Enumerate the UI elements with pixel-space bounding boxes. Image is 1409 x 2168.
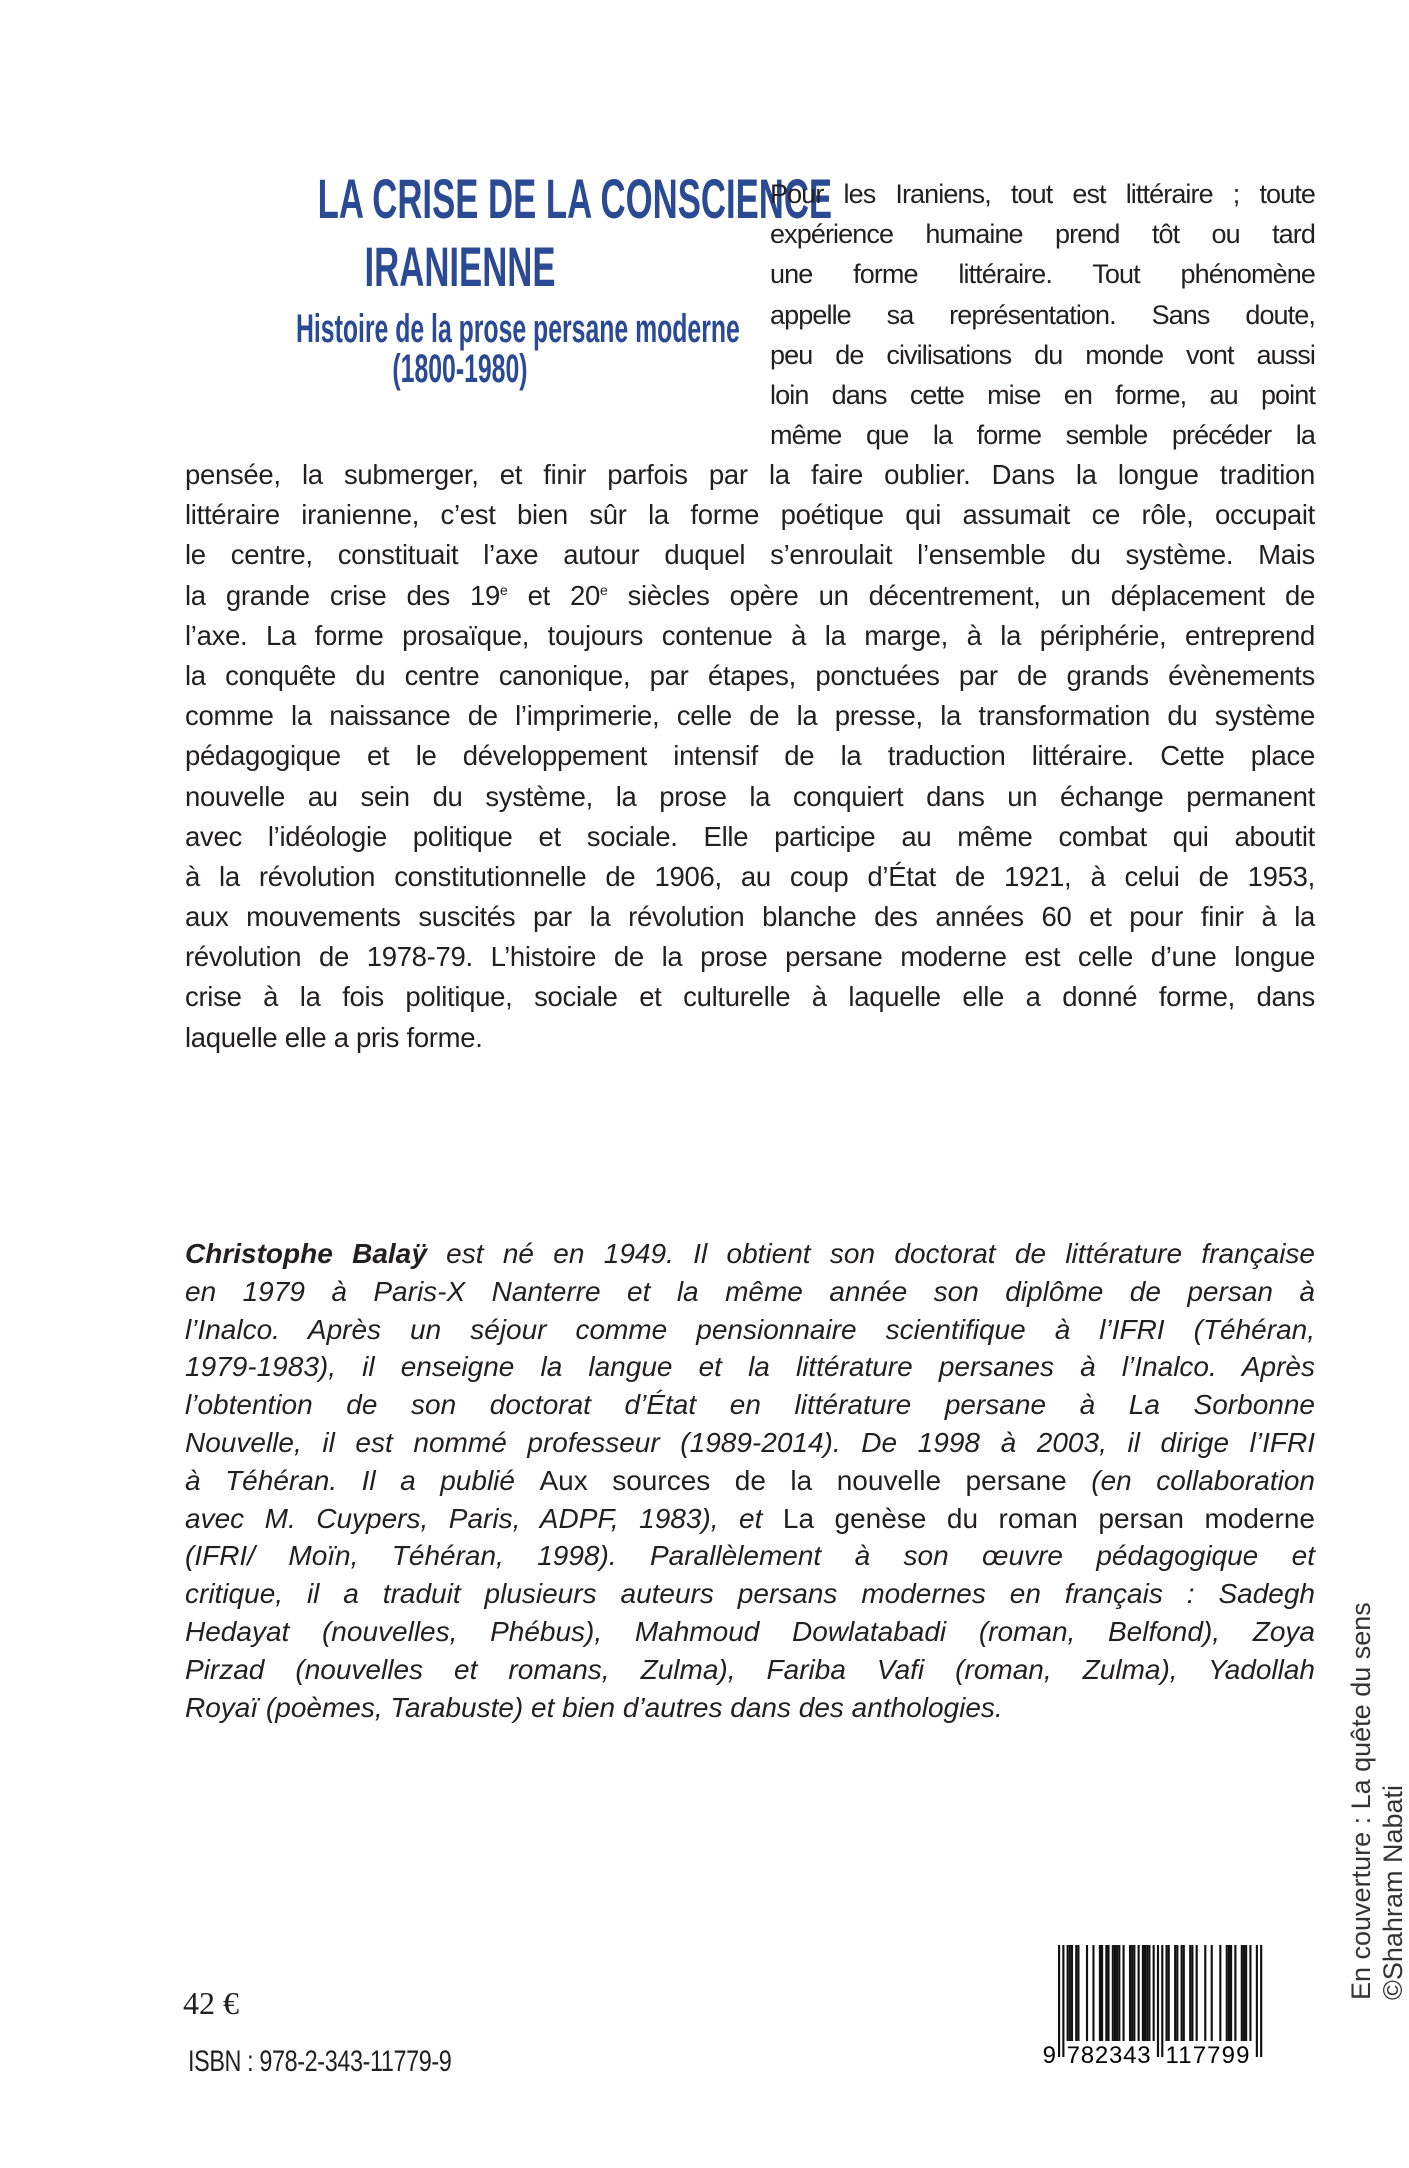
barcode-bar — [1112, 1945, 1114, 2041]
text-line: une forme littéraire. Tout phénomène — [770, 259, 1315, 290]
book-subtitle-line1: Histoire de la prose persane moderne — [296, 307, 740, 351]
barcode-bar — [1142, 1945, 1144, 2041]
barcode-digits: 782343 — [1066, 2042, 1151, 2069]
barcode-bar — [1228, 1945, 1230, 2041]
text-line: avec l’idéologie politique et sociale. Elle participe au même combat qui aboutit — [185, 820, 1315, 852]
text-line: l’axe. La forme prosaïque, toujours contenue à la marge, à la périphérie, entreprend — [185, 619, 1315, 651]
text-line: appelle sa représentation. Sans doute, — [770, 299, 1315, 330]
barcode-bar — [1062, 1945, 1064, 2057]
text-line: l’obtention de son doctorat d’État en littérature persane à La Sorbonne — [185, 1389, 1315, 1421]
barcode-bar — [1075, 1945, 1077, 2041]
barcode-bar — [1086, 1945, 1088, 2041]
text-line: peu de civilisations du monde vont aussi — [770, 339, 1315, 370]
barcode-bar — [1131, 1945, 1133, 2041]
cover-credit-line2: ©Shahram Nabati — [1378, 1785, 1408, 2000]
book-title-block — [160, 165, 833, 391]
barcode-bar — [1189, 1945, 1191, 2041]
barcode-bar — [1133, 1945, 1135, 2041]
barcode-bar — [1161, 1945, 1163, 2057]
barcode-bar — [1234, 1945, 1236, 2041]
barcode-bar — [1174, 1945, 1176, 2041]
text-line: Pour les Iraniens, tout est littéraire ; toute — [770, 179, 1315, 209]
cover-credit — [1345, 1602, 1409, 2000]
book-title-line1: LA CRISE DE LA CONSCIENCE — [317, 167, 833, 230]
text-line: la conquête du centre canonique, par étapes, ponctuées par de grands évènements — [185, 659, 1315, 691]
text-line: littéraire iranienne, c’est bien sûr la forme poétique qui assumait ce rôle, occupait — [185, 499, 1315, 531]
barcode-bar — [1099, 1945, 1101, 2041]
text-line: comme la naissance de l’imprimerie, celle de la presse, la transformation du système — [185, 700, 1315, 732]
text-line: aux mouvements suscités par la révolution blanche des années 60 et pour finir à la — [185, 901, 1315, 933]
barcode-bar — [1144, 1945, 1146, 2041]
barcode-bar — [1230, 1945, 1232, 2041]
text-segment: e — [600, 581, 608, 598]
text-segment: à Téhéran. Il a publié — [185, 1464, 540, 1496]
barcode-bar — [1107, 1945, 1109, 2041]
text-segment: siècles opère un décentrement, un déplacement de — [607, 579, 1315, 611]
text-line: à la révolution constitutionnelle de 1906, au coup d’État de 1921, à celui de 1953, — [185, 860, 1315, 892]
author-name: Christophe Balaÿ — [185, 1238, 427, 1269]
barcode-bar — [1176, 1945, 1178, 2041]
book-subtitle-line2: (1800-1980) — [392, 347, 528, 391]
text-line: expérience humaine prend tôt ou tard — [770, 219, 1315, 250]
text-line: pédagogique et le développement intensif de la traduction littéraire. Cette place — [185, 740, 1315, 772]
barcode-bar — [1101, 1945, 1103, 2041]
barcode-bar — [1129, 1945, 1131, 2041]
cover-credit-line1: En couverture : La quête du sens — [1346, 1602, 1376, 2000]
book-title-line2: IRANIENNE — [364, 235, 556, 298]
barcode-bar — [1166, 1945, 1168, 2041]
text-line: Royaï (poèmes, Tarabuste) et bien d’autres dans des anthologies. — [185, 1691, 1003, 1723]
barcode-bar — [1249, 1945, 1251, 2041]
barcode-bar — [1157, 1945, 1159, 2057]
barcode-bar — [1219, 1945, 1221, 2041]
barcode-bar — [1058, 1945, 1060, 2057]
barcode-bar — [1114, 1945, 1116, 2041]
barcode-bar — [1211, 1945, 1213, 2041]
text-line: Nouvelle, il est nommé professeur (1989-2014). De 1998 à 2003, il dirige l’IFRI — [185, 1426, 1315, 1458]
barcode-bar — [1241, 1945, 1243, 2041]
author-biography — [185, 1235, 1315, 1726]
text-line: (IFRI/ Moïn, Téhéran, 1998). Parallèlement à son œuvre pédagogique et — [185, 1540, 1315, 1572]
text-line — [185, 1462, 1315, 1500]
blurb-body — [185, 455, 1315, 1058]
text-line: pensée, la submerger, et finir parfois par la faire oublier. Dans la longue tradition — [185, 459, 1315, 490]
text-line — [185, 576, 1315, 616]
barcode-bar — [1256, 1945, 1258, 2057]
barcode-bar — [1123, 1945, 1125, 2041]
barcode-bar — [1116, 1945, 1118, 2041]
text-segment: et 20 — [507, 579, 601, 611]
barcode-bar — [1148, 1945, 1150, 2041]
barcode-bar — [1071, 1945, 1073, 2041]
text-line — [185, 1500, 1315, 1538]
text-line: loin dans cette mise en forme, au point — [770, 379, 1315, 410]
barcode-bar — [1204, 1945, 1206, 2041]
text-line: révolution de 1978-79. L’histoire de la prose persane moderne est celle d’une longue — [185, 941, 1315, 973]
barcode-bar — [1069, 1945, 1071, 2041]
price: 42 € — [183, 1985, 239, 2021]
barcode-digits: 117799 — [1165, 2042, 1250, 2069]
barcode-bar — [1168, 1945, 1170, 2041]
text-line: Hedayat (nouvelles, Phébus), Mahmoud Dowlatabadi (roman, Belfond), Zoya — [185, 1615, 1315, 1647]
text-line: le centre, constituait l’axe autour duquel s’enroulait l’ensemble du système. Mais — [185, 539, 1315, 571]
text-line: l’Inalco. Après un séjour comme pensionnaire scientifique à l’IFRI (Téhéran, — [185, 1313, 1315, 1345]
text-line: 1979-1983), il enseigne la langue et la littérature persanes à l’Inalco. Après — [185, 1351, 1315, 1383]
barcode-bar — [1183, 1945, 1185, 2041]
text-segment: e — [500, 581, 508, 598]
barcode-bar — [1118, 1945, 1120, 2041]
text-line: en 1979 à Paris-X Nanterre et la même année son diplôme de persan à — [185, 1275, 1315, 1307]
text-segment: est né en 1949. Il obtient son doctorat de littérature française — [426, 1238, 1315, 1269]
isbn: ISBN : 978-2-343-11779-9 — [188, 2045, 452, 2078]
barcode-bar — [1260, 1945, 1262, 2057]
barcode-bar — [1243, 1945, 1245, 2041]
barcode-bar — [1153, 1945, 1155, 2041]
book-title-reference: Aux sources de la nouvelle persane — [539, 1464, 1067, 1496]
text-line — [185, 1235, 1315, 1273]
barcode-bar — [1092, 1945, 1094, 2041]
text-line: Pirzad (nouvelles et romans, Zulma), Fariba Vafi (roman, Zulma), Yadollah — [185, 1653, 1315, 1685]
text-line: critique, il a traduit plusieurs auteurs persans modernes en français : Sadegh — [185, 1578, 1315, 1610]
text-segment: (en collaboration — [1066, 1464, 1315, 1496]
barcode-digits: 9 — [1042, 2042, 1056, 2069]
text-line: crise à la fois politique, sociale et culturelle à laquelle elle a donné forme, dans — [185, 981, 1315, 1013]
barcode-bar — [1245, 1945, 1247, 2041]
book-title-reference: La genèse du roman persan moderne — [782, 1502, 1315, 1534]
text-segment: la grande crise des 19 — [185, 579, 500, 611]
barcode-bar — [1105, 1945, 1107, 2041]
text-line: laquelle elle a pris forme. — [185, 1021, 483, 1053]
barcode-bar — [1146, 1945, 1148, 2041]
isbn-barcode — [1040, 1945, 1280, 2069]
text-line: même que la forme semble précéder la — [770, 420, 1315, 451]
text-segment: avec M. Cuypers, Paris, ADPF, 1983), et — [185, 1502, 783, 1534]
barcode-bar — [1181, 1945, 1183, 2041]
barcode-bar — [1226, 1945, 1228, 2041]
barcode-bar — [1196, 1945, 1198, 2041]
blurb-intro-column — [770, 174, 1315, 455]
barcode-bar — [1077, 1945, 1079, 2041]
barcode-bar — [1067, 1945, 1069, 2041]
barcode-bar — [1138, 1945, 1140, 2041]
barcode-bar — [1191, 1945, 1193, 2041]
text-line: nouvelle au sein du système, la prose la conquiert dans un échange permanent — [185, 780, 1315, 812]
